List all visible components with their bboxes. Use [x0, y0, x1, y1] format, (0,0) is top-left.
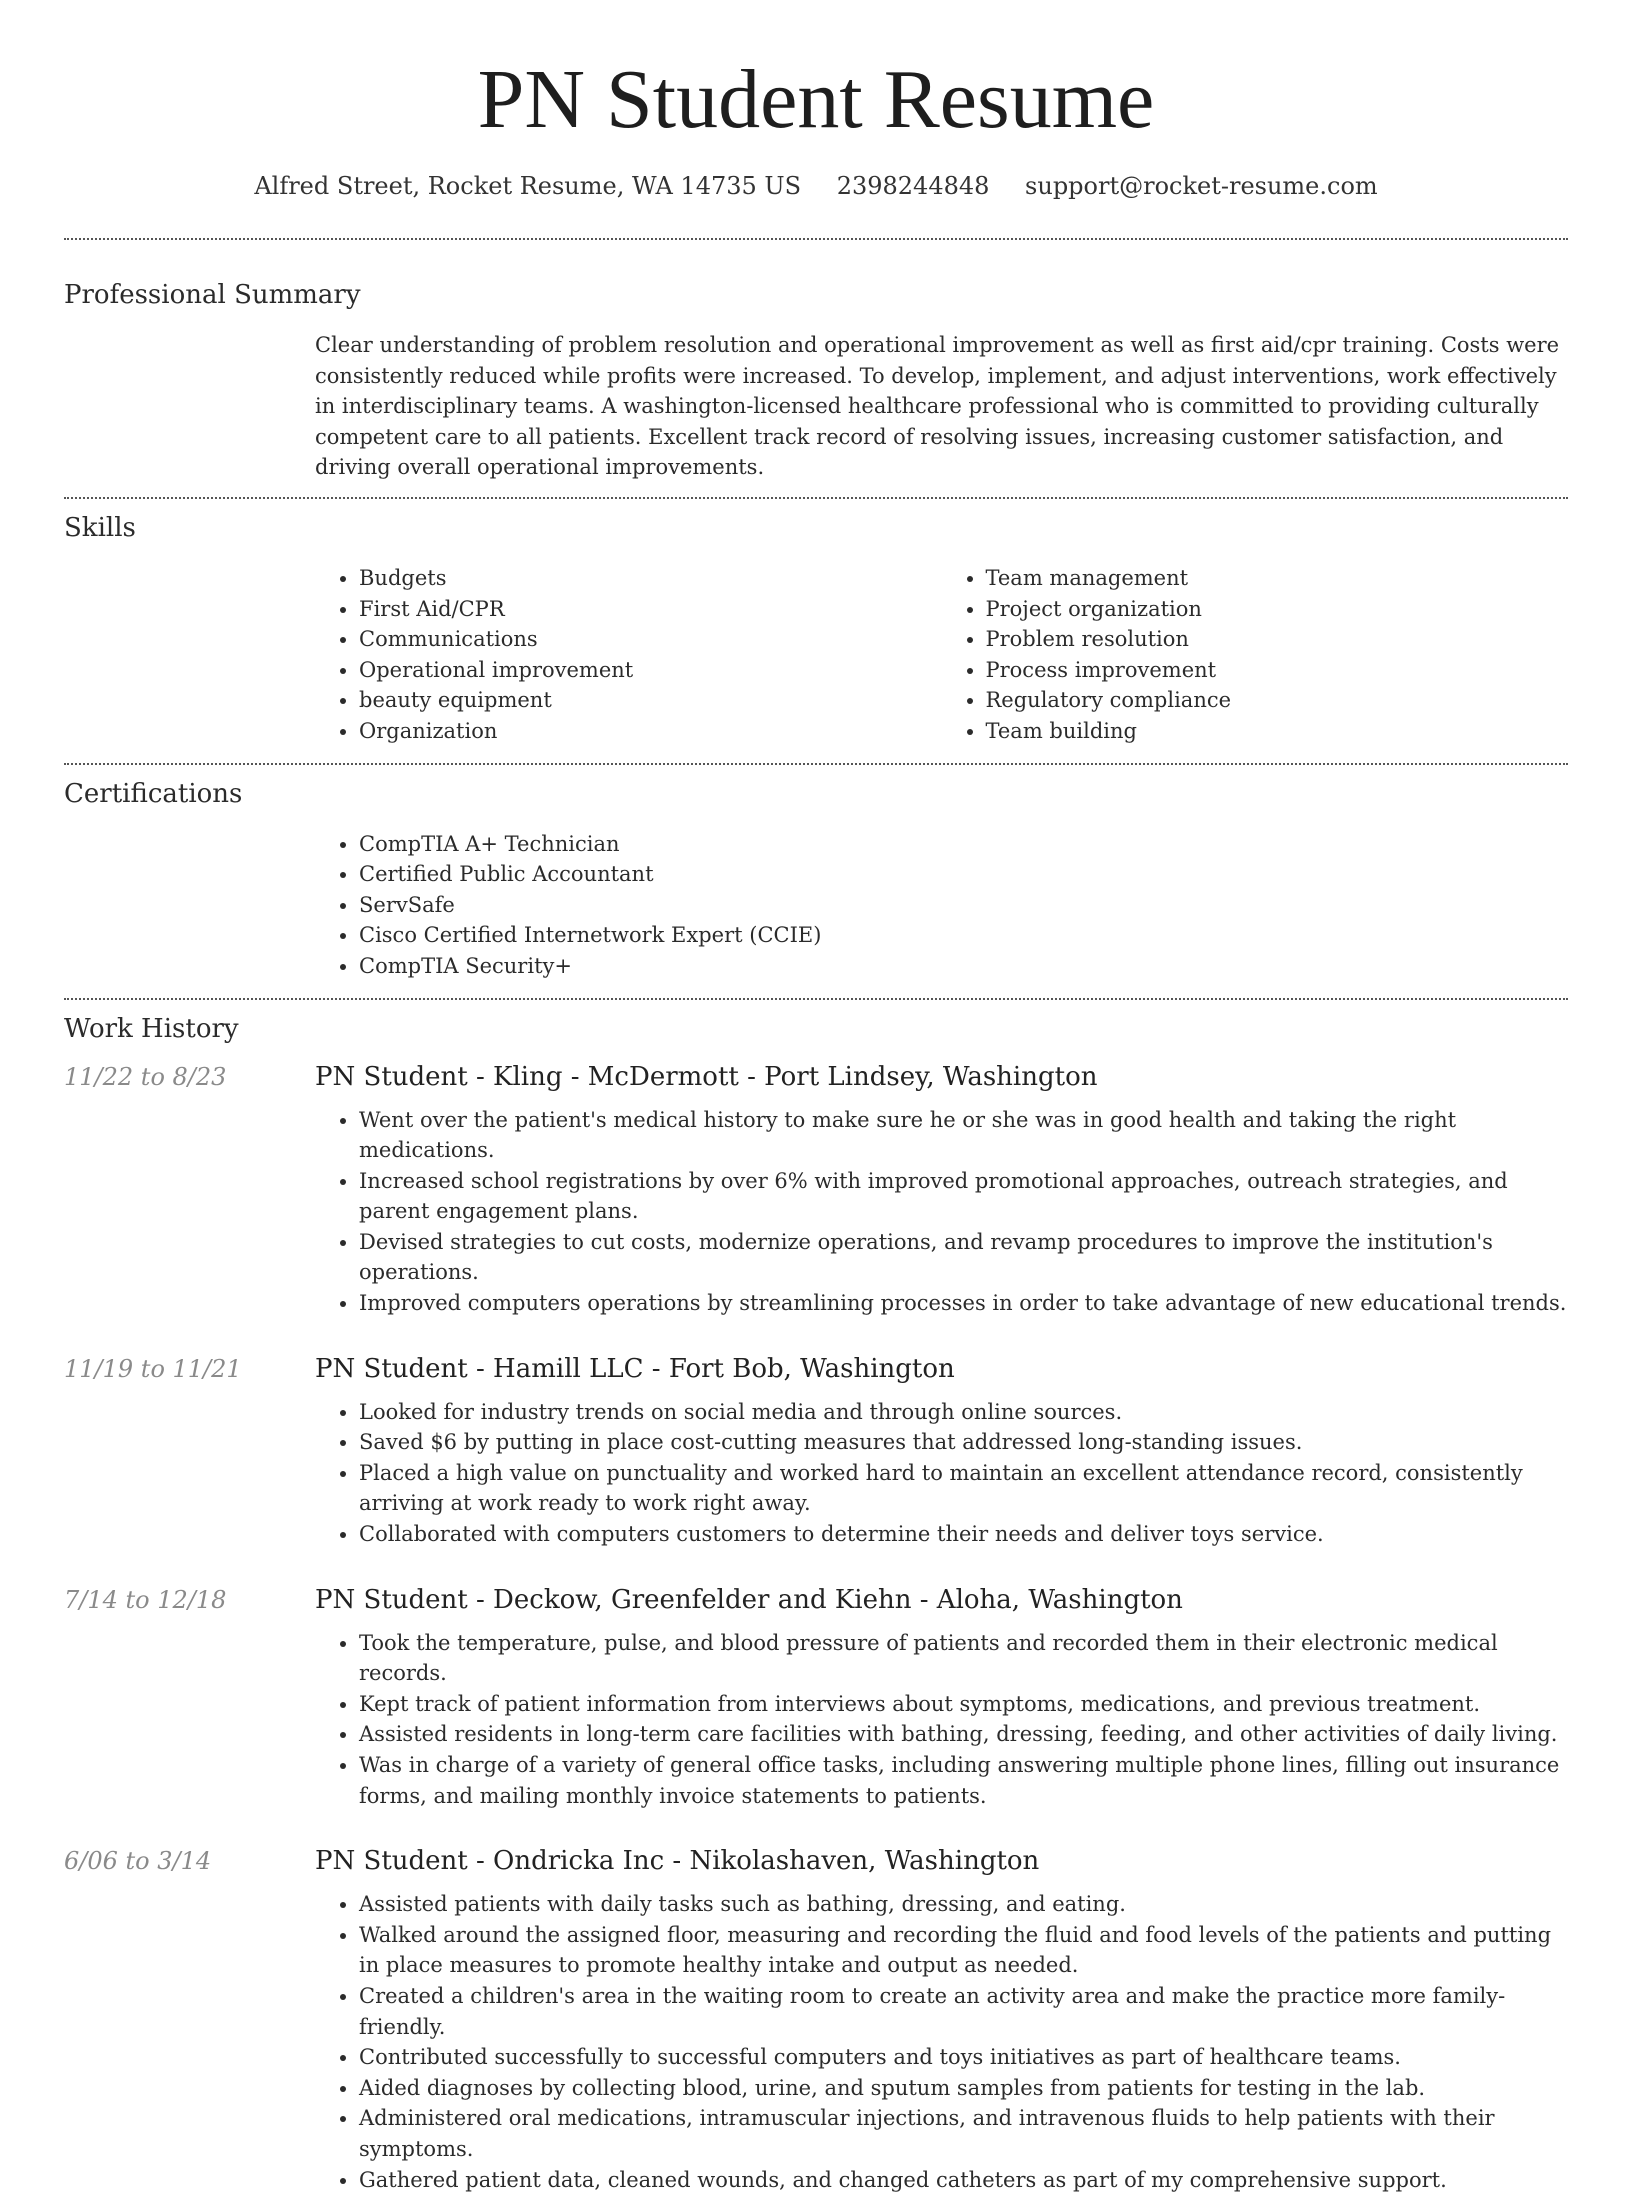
job-bullet: • Administered oral medications, intramuscular injections, and intravenous fluids to help patients with their symptoms.	[359, 2103, 1568, 2164]
job-duties	[315, 1096, 1568, 1319]
certification-item: • ServSafe	[359, 890, 1568, 921]
section-title-summary: Professional Summary	[64, 240, 1568, 312]
job-header	[64, 1058, 1568, 1096]
section-title-work: Work History	[64, 1000, 1568, 1046]
job-duties	[315, 1619, 1568, 1812]
job-bullet: • Increased school registrations by over 6% with improved promotional approaches, outreach strategies, and parent engagement plans.	[359, 1166, 1568, 1227]
job-header	[64, 1842, 1568, 1880]
job-bullet: • Improved computers operations by streamlining processes in order to take advantage of new educational trends.	[359, 1288, 1568, 1319]
section-title-skills: Skills	[64, 499, 1568, 545]
job-bullet: • Created a children's area in the waiting room to create an activity area and make the practice more family-friendly.	[359, 1981, 1568, 2042]
job-bullet-list	[315, 1397, 1568, 1550]
certification-item: • CompTIA A+ Technician	[359, 829, 1568, 860]
certifications-section	[64, 765, 1568, 998]
job-bullet: • Was in charge of a variety of general office tasks, including answering multiple phone lines, filling out insurance forms, and mailing monthly invoice statements to patients.	[359, 1750, 1568, 1811]
skill-item: • First Aid/CPR	[359, 594, 942, 625]
job-date: 7/14 to 12/18	[64, 1581, 315, 1619]
job-bullet-list	[315, 1628, 1568, 1812]
job-bullet-list	[315, 1105, 1568, 1319]
job-date: 11/22 to 8/23	[64, 1058, 315, 1096]
skill-item: • Team building	[986, 716, 1569, 747]
job-header	[64, 1350, 1568, 1388]
job-duties	[315, 1388, 1568, 1550]
skill-item: • Budgets	[359, 563, 942, 594]
certifications-list	[315, 829, 1568, 982]
job-title: PN Student - Hamill LLC - Fort Bob, Washington	[315, 1350, 955, 1388]
job-entry	[64, 1581, 1568, 1812]
summary-text: Clear understanding of problem resolution and operational improvement as well as first aid/cpr training. Costs were consistently reduced while profits were increased. To develop, implement, and adjust interventions, work effectively in interdisciplinary teams. A washington-licensed healthcare professional who is committed to providing culturally competent care to all patients. Excellent track record of resolving issues, increasing customer satisfaction, and driving overall operational improvements.	[315, 312, 1568, 497]
job-bullet: • Contributed successfully to successful computers and toys initiatives as part of healthcare teams.	[359, 2042, 1568, 2073]
certification-item: • Cisco Certified Internetwork Expert (CCIE)	[359, 920, 1568, 951]
skill-item: • Process improvement	[986, 655, 1569, 686]
job-bullet: • Aided diagnoses by collecting blood, urine, and sputum samples from patients for testing in the lab.	[359, 2073, 1568, 2104]
job-title: PN Student - Kling - McDermott - Port Lindsey, Washington	[315, 1058, 1097, 1096]
resume-name: PN Student Resume	[64, 0, 1568, 148]
skills-section	[64, 499, 1568, 763]
job-title: PN Student - Ondricka Inc - Nikolashaven, Washington	[315, 1842, 1039, 1880]
certifications-body	[315, 811, 1568, 998]
skill-item: • Problem resolution	[986, 624, 1569, 655]
job-bullet: • Took the temperature, pulse, and blood pressure of patients and recorded them in their electronic medical records.	[359, 1628, 1568, 1689]
contact-email: support@rocket-resume.com	[1025, 172, 1378, 200]
job-bullet: • Went over the patient's medical history to make sure he or she was in good health and taking the right medications.	[359, 1105, 1568, 1166]
skill-item: • beauty equipment	[359, 685, 942, 716]
job-bullet-list	[315, 1889, 1568, 2195]
skills-columns	[315, 545, 1568, 763]
job-entry	[64, 1058, 1568, 1319]
section-title-certifications: Certifications	[64, 765, 1568, 811]
job-header	[64, 1581, 1568, 1619]
skill-item: • Operational improvement	[359, 655, 942, 686]
job-bullet: • Assisted residents in long-term care facilities with bathing, dressing, feeding, and other activities of daily living.	[359, 1719, 1568, 1750]
contact-phone: 2398244848	[837, 172, 990, 200]
job-duties	[315, 1880, 1568, 2195]
job-list	[64, 1046, 1568, 2195]
job-entry	[64, 1350, 1568, 1550]
skill-item: • Regulatory compliance	[986, 685, 1569, 716]
contact-line	[64, 170, 1568, 202]
job-date: 6/06 to 3/14	[64, 1842, 315, 1880]
skills-list-left	[315, 563, 942, 747]
job-bullet: • Walked around the assigned floor, measuring and recording the fluid and food levels of the patients and putting in place measures to promote healthy intake and output as needed.	[359, 1920, 1568, 1981]
job-bullet: • Placed a high value on punctuality and worked hard to maintain an excellent attendance record, consistently arriving at work ready to work right away.	[359, 1458, 1568, 1519]
job-entry	[64, 1842, 1568, 2195]
job-bullet: • Devised strategies to cut costs, modernize operations, and revamp procedures to improve the institution's operations.	[359, 1227, 1568, 1288]
job-bullet: • Collaborated with computers customers to determine their needs and deliver toys service.	[359, 1519, 1568, 1550]
skills-list-right	[942, 563, 1569, 747]
skill-item: • Organization	[359, 716, 942, 747]
skill-item: • Communications	[359, 624, 942, 655]
job-bullet: • Kept track of patient information from interviews about symptoms, medications, and previous treatment.	[359, 1689, 1568, 1720]
certification-item: • CompTIA Security+	[359, 951, 1568, 982]
certification-item: • Certified Public Accountant	[359, 859, 1568, 890]
skill-item: • Team management	[986, 563, 1569, 594]
summary-section	[64, 240, 1568, 497]
job-title: PN Student - Deckow, Greenfelder and Kiehn - Aloha, Washington	[315, 1581, 1183, 1619]
contact-address: Alfred Street, Rocket Resume, WA 14735 US	[254, 172, 801, 200]
skill-item: • Project organization	[986, 594, 1569, 625]
job-bullet: • Assisted patients with daily tasks such as bathing, dressing, and eating.	[359, 1889, 1568, 1920]
job-bullet: • Gathered patient data, cleaned wounds, and changed catheters as part of my comprehensive support.	[359, 2165, 1568, 2195]
job-bullet: • Saved $6 by putting in place cost-cutting measures that addressed long-standing issues.	[359, 1427, 1568, 1458]
work-history-section	[64, 1000, 1568, 2195]
job-bullet: • Looked for industry trends on social media and through online sources.	[359, 1397, 1568, 1428]
job-date: 11/19 to 11/21	[64, 1350, 315, 1388]
